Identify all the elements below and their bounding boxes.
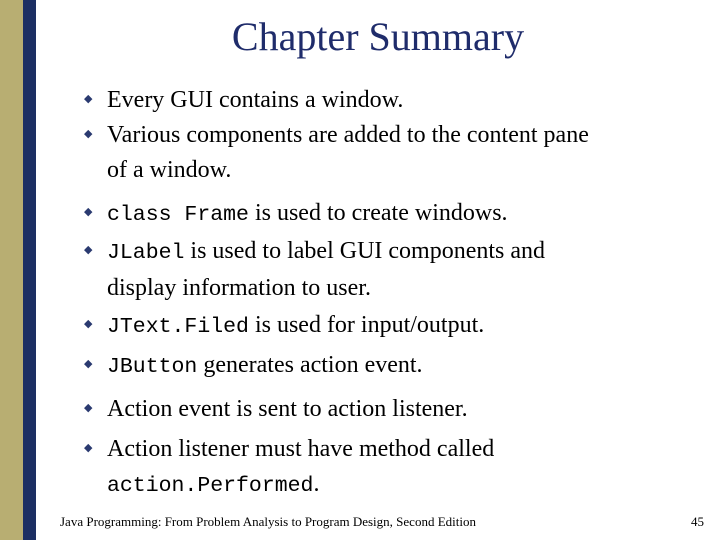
diamond-bullet-icon: ◆ xyxy=(84,244,93,256)
bullet-text: is used to create windows. xyxy=(248,200,508,226)
diamond-bullet-icon: ◆ xyxy=(84,402,93,414)
bullet-item xyxy=(107,392,707,427)
bullet-item xyxy=(107,308,707,345)
bullet-code: class Frame xyxy=(107,203,249,227)
bullet-code: JButton xyxy=(107,355,198,379)
slide-title: Chapter Summary xyxy=(231,14,525,59)
diamond-bullet-icon: ◆ xyxy=(84,206,93,218)
bullet-code: JText.Filed xyxy=(107,315,249,339)
diamond-bullet-icon: ◆ xyxy=(84,358,93,370)
bullet-item-continuation xyxy=(107,467,707,504)
bullet-text: Various components are added to the content pane xyxy=(107,122,589,148)
bullet-text: display information to user. xyxy=(107,275,371,301)
diamond-bullet-icon: ◆ xyxy=(84,128,93,140)
diamond-bullet-icon: ◆ xyxy=(84,318,93,330)
bullet-text: Every GUI contains a window. xyxy=(107,87,404,113)
bullet-item xyxy=(107,118,707,153)
diamond-bullet-icon: ◆ xyxy=(84,442,93,454)
bullet-text: is used to label GUI components and xyxy=(184,238,546,264)
bullet-code: JLabel xyxy=(107,241,185,265)
bullet-text: Action event is sent to action listener. xyxy=(107,396,468,422)
bullet-text: Action listener must have method called xyxy=(107,436,495,462)
bullet-item xyxy=(107,83,707,118)
bullet-item xyxy=(107,234,707,271)
footer-text: Java Programming: From Problem Analysis to Program Design, Second Edition xyxy=(60,514,476,529)
bullet-text: . xyxy=(313,471,320,497)
bullet-item-continuation xyxy=(107,271,707,306)
bullet-item xyxy=(107,348,707,385)
bullet-item xyxy=(107,196,707,233)
bullet-item xyxy=(107,432,707,467)
bullet-text: generates action event. xyxy=(197,352,423,378)
bullet-text: is used for input/output. xyxy=(248,312,485,338)
page-number: 45 xyxy=(691,514,704,529)
bullet-text: of a window. xyxy=(107,157,232,183)
bullet-item-continuation xyxy=(107,153,707,188)
diamond-bullet-icon: ◆ xyxy=(84,93,93,105)
bullet-code: action.Performed xyxy=(107,474,314,498)
